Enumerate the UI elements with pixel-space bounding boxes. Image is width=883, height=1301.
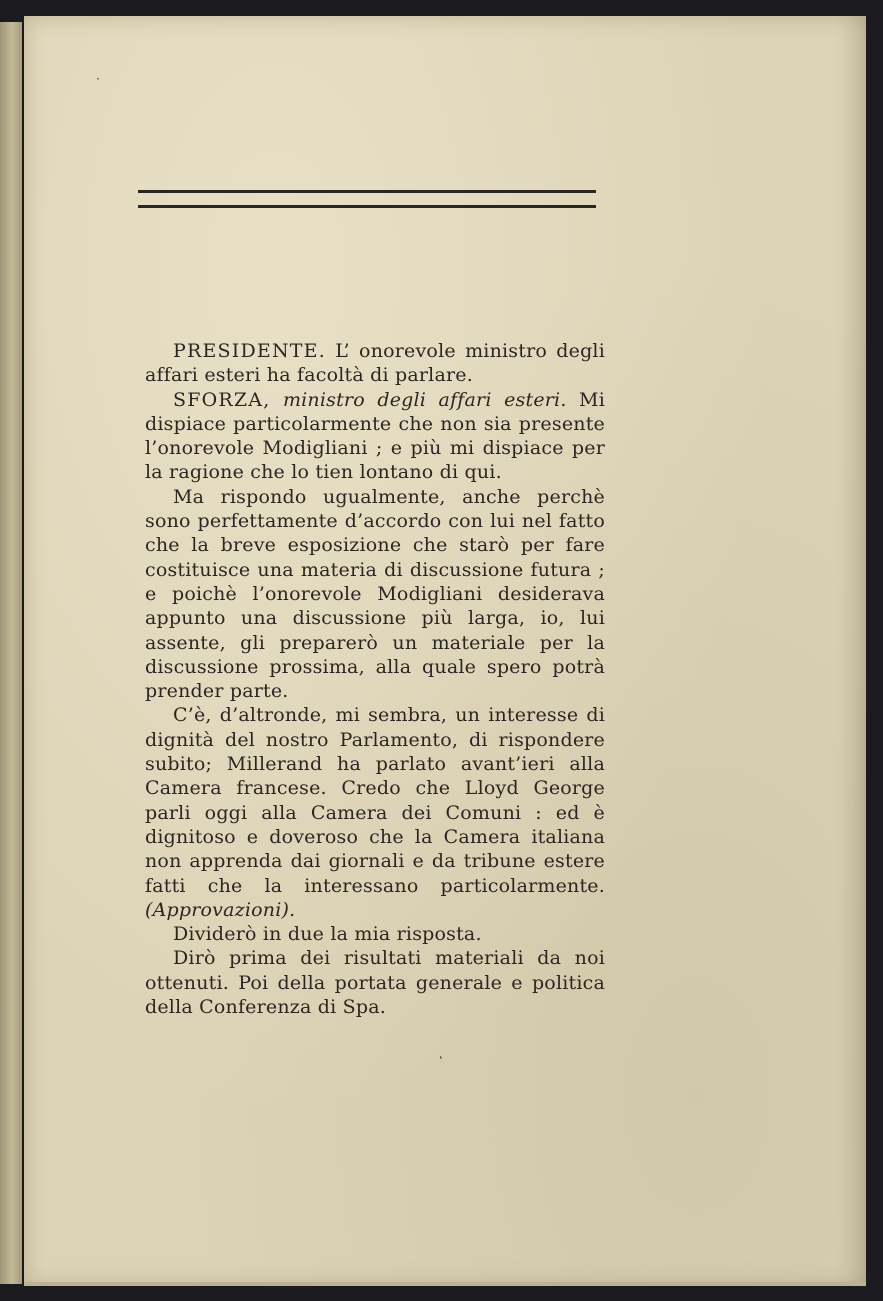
paragraph-5	[145, 922, 605, 946]
paper-speck: ·	[96, 72, 100, 86]
page-bottom-edge	[24, 1282, 866, 1286]
page-shade	[836, 16, 866, 1286]
paragraph-text: Dirò prima dei risultati materiali da noi ottenuti. Poi della portata generale e politica della Conferenza di Spa.	[145, 947, 605, 1019]
paragraph-3	[145, 485, 605, 704]
header-rule-top	[138, 190, 596, 193]
speaker-name: PRESIDENTE.	[173, 340, 326, 362]
speech-text	[145, 339, 605, 1019]
speaker-name: SFORZA,	[173, 388, 271, 411]
paragraph-text: Mi dispiace particolarmente che non sia presente l’onorevole Modigliani ; e più mi dispiace per la ragione che lo tien lontano di qui.	[145, 388, 605, 484]
paragraph-presidente	[145, 339, 605, 388]
paragraph-6	[145, 946, 605, 1019]
paragraph-sforza	[145, 388, 605, 485]
speaker-role: ministro degli affari esteri.	[282, 388, 567, 411]
previous-page-edge	[0, 22, 22, 1284]
paragraph-text: Dividerò in due la mia risposta.	[173, 923, 482, 946]
paragraph-text: C’è, d’altronde, mi sembra, un interesse di dignità del nostro Parlamento, di rispondere subito; Millerand ha parlato avant’ieri alla Camera francese. Credo che Lloyd George parli oggi alla Camera dei Comuni : ed è dignitoso e doveroso che la Camera italiana non apprenda dai giornali e da tribune estere fatti che la interessano particolarmente.	[145, 704, 605, 897]
header-rule-bottom	[138, 205, 596, 208]
paragraph-text: L’ onorevole ministro degli affari esteri ha facoltà di parlare.	[145, 340, 605, 387]
paragraph-text: Ma rispondo ugualmente, anche perchè sono perfettamente d’accordo con lui nel fatto che la breve esposizione che starò per fare costituisce una materia di discussione futura ; e poichè l’onorevole Modigliani desiderava appunto una discussione più larga, io, lui assente, gli preparerò un materiale per la discussione prossima, alla quale spero potrà prender parte.	[145, 485, 605, 703]
approval-aside: (Approvazioni).	[145, 898, 296, 921]
paper-speck: ˛	[438, 1045, 444, 1059]
paragraph-4	[145, 703, 605, 922]
